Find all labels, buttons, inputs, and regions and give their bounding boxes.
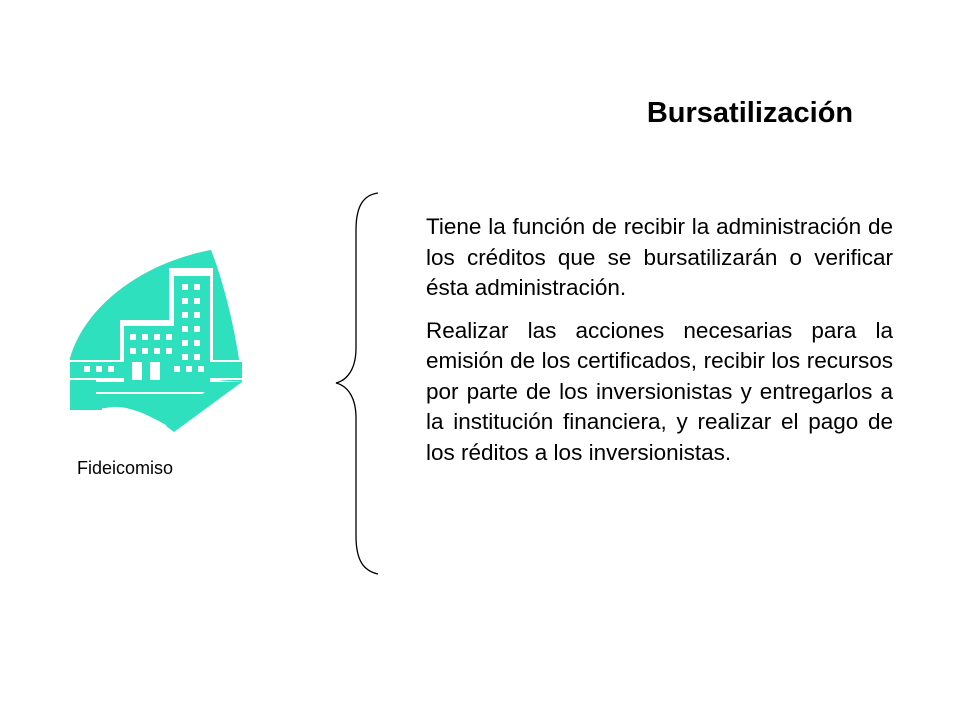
slide-title: Bursatilización — [646, 97, 854, 129]
fideicomiso-label: Fideicomiso — [77, 458, 174, 478]
description-text — [426, 212, 893, 480]
left-curly-brace — [334, 190, 382, 578]
paragraph-1: Tiene la función de recibir la administración de los créditos que se bursatilizarán o verificar ésta administración. — [426, 214, 893, 300]
paragraph-2: Realizar las acciones necesarias para la emisión de los certificados, recibir los recursos por parte de los inversionistas y entregarlos a la institución financiera, y realizar el pago de los réditos a los inversionistas. — [426, 317, 893, 465]
city-buildings-icon — [66, 248, 246, 434]
